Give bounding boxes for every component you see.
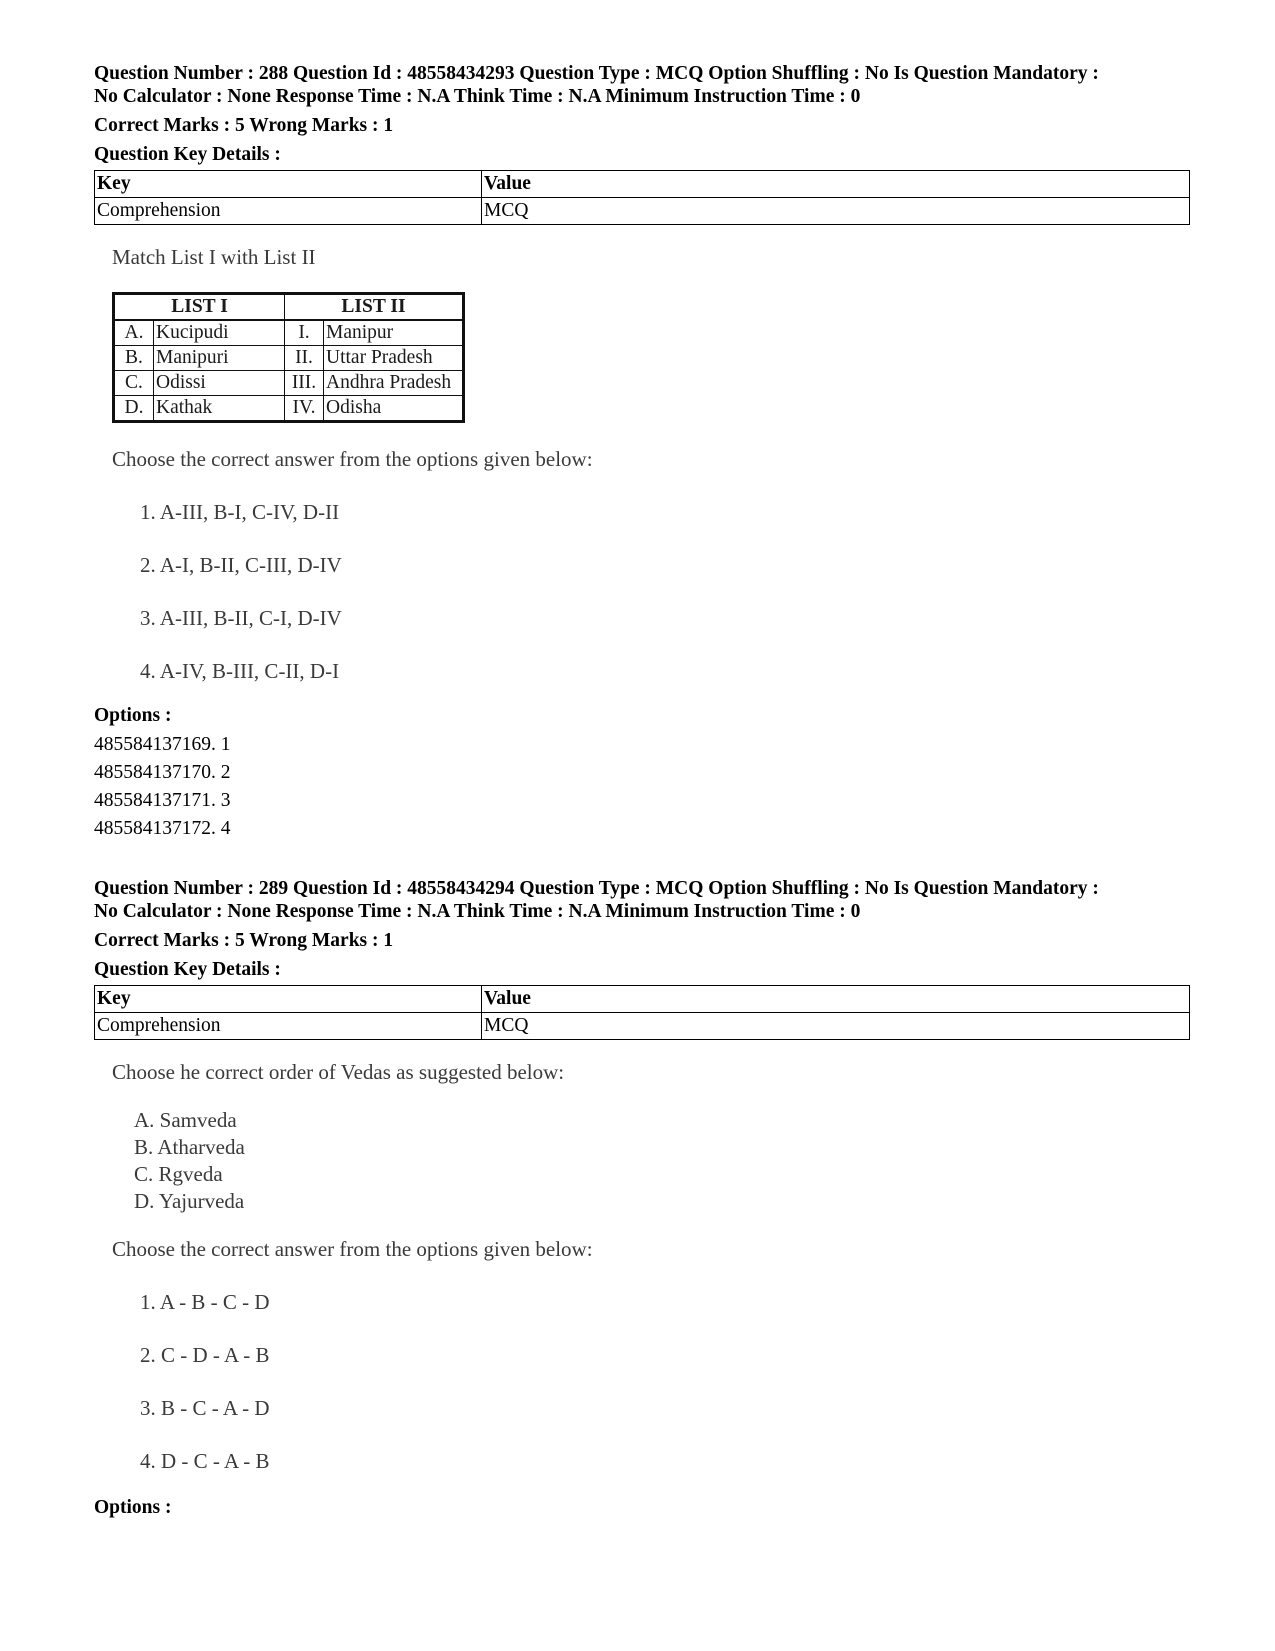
marks-line: Correct Marks : 5 Wrong Marks : 1 <box>94 115 394 136</box>
list1-letter: C. <box>114 371 154 396</box>
choice-3: 3. A-III, B-II, C-I, D-IV <box>140 606 342 630</box>
list2-numeral: I. <box>285 320 324 346</box>
table-row <box>95 1013 1190 1040</box>
list1-letter: B. <box>114 346 154 371</box>
list-item: C. Rgveda <box>134 1162 223 1186</box>
option-item: 485584137171. 3 <box>94 790 231 811</box>
match-table <box>112 292 465 423</box>
list1-item: Kathak <box>154 396 285 422</box>
choice-4: 4. A-IV, B-III, C-II, D-I <box>140 659 340 683</box>
table-row <box>114 396 464 422</box>
list2-item: Uttar Pradesh <box>324 346 464 371</box>
instruction: Match List I with List II <box>112 245 316 269</box>
value-header: Value <box>482 986 1190 1013</box>
instruction: Choose he correct order of Vedas as suggested below: <box>112 1060 565 1084</box>
choice-3: 3. B - C - A - D <box>140 1396 270 1420</box>
options-label: Options : <box>94 1497 172 1518</box>
table-row <box>95 198 1190 225</box>
list1-letter: D. <box>114 396 154 422</box>
question-289 <box>94 877 1190 1519</box>
key-header: Key <box>95 171 482 198</box>
list2-item: Odisha <box>324 396 464 422</box>
list2-header: LIST II <box>285 294 464 321</box>
choose-instruction: Choose the correct answer from the options given below: <box>112 447 593 471</box>
choice-2: 2. C - D - A - B <box>140 1343 270 1367</box>
choice-4: 4. D - C - A - B <box>140 1449 270 1473</box>
list2-numeral: III. <box>285 371 324 396</box>
header-line-1: Question Number : 289 Question Id : 48558434294 Question Type : MCQ Option Shuffling : No Is Question Mandatory : <box>94 878 1099 899</box>
question-header <box>94 62 1190 108</box>
value-cell: MCQ <box>482 1013 1190 1040</box>
list1-item: Manipuri <box>154 346 285 371</box>
key-details-table <box>94 170 1190 225</box>
question-header <box>94 877 1190 923</box>
value-header: Value <box>482 171 1190 198</box>
table-row <box>95 171 1190 198</box>
key-cell: Comprehension <box>95 1013 482 1040</box>
list2-item: Andhra Pradesh <box>324 371 464 396</box>
table-row <box>114 320 464 346</box>
options-list <box>94 731 1190 843</box>
list2-item: Manipur <box>324 320 464 346</box>
option-item: 485584137170. 2 <box>94 762 231 783</box>
table-row <box>114 371 464 396</box>
key-details-label: Question Key Details : <box>94 959 281 980</box>
choose-instruction: Choose the correct answer from the options given below: <box>112 1237 593 1261</box>
list2-numeral: IV. <box>285 396 324 422</box>
header-line-2: No Calculator : None Response Time : N.A Think Time : N.A Minimum Instruction Time : 0 <box>94 901 861 922</box>
marks-line: Correct Marks : 5 Wrong Marks : 1 <box>94 930 394 951</box>
choice-1: 1. A - B - C - D <box>140 1290 270 1314</box>
option-item: 485584137169. 1 <box>94 734 231 755</box>
key-cell: Comprehension <box>95 198 482 225</box>
key-header: Key <box>95 986 482 1013</box>
list-item: B. Atharveda <box>134 1135 245 1159</box>
page <box>94 62 1190 1519</box>
vedas-list <box>134 1107 1190 1215</box>
header-line-2: No Calculator : None Response Time : N.A Think Time : N.A Minimum Instruction Time : 0 <box>94 86 861 107</box>
list-item: A. Samveda <box>134 1108 237 1132</box>
table-row <box>114 346 464 371</box>
question-288 <box>94 62 1190 843</box>
header-line-1: Question Number : 288 Question Id : 48558434293 Question Type : MCQ Option Shuffling : No Is Question Mandatory : <box>94 63 1099 84</box>
value-cell: MCQ <box>482 198 1190 225</box>
list1-letter: A. <box>114 320 154 346</box>
question-body <box>94 245 1190 684</box>
question-body <box>94 1060 1190 1474</box>
options-label: Options : <box>94 705 172 726</box>
table-row <box>114 294 464 321</box>
list-item: D. Yajurveda <box>134 1189 245 1213</box>
choice-1: 1. A-III, B-I, C-IV, D-II <box>140 500 340 524</box>
list2-numeral: II. <box>285 346 324 371</box>
key-details-table <box>94 985 1190 1040</box>
list1-header: LIST I <box>114 294 285 321</box>
option-item: 485584137172. 4 <box>94 818 231 839</box>
list1-item: Odissi <box>154 371 285 396</box>
key-details-label: Question Key Details : <box>94 144 281 165</box>
list1-item: Kucipudi <box>154 320 285 346</box>
table-row <box>95 986 1190 1013</box>
choice-2: 2. A-I, B-II, C-III, D-IV <box>140 553 342 577</box>
